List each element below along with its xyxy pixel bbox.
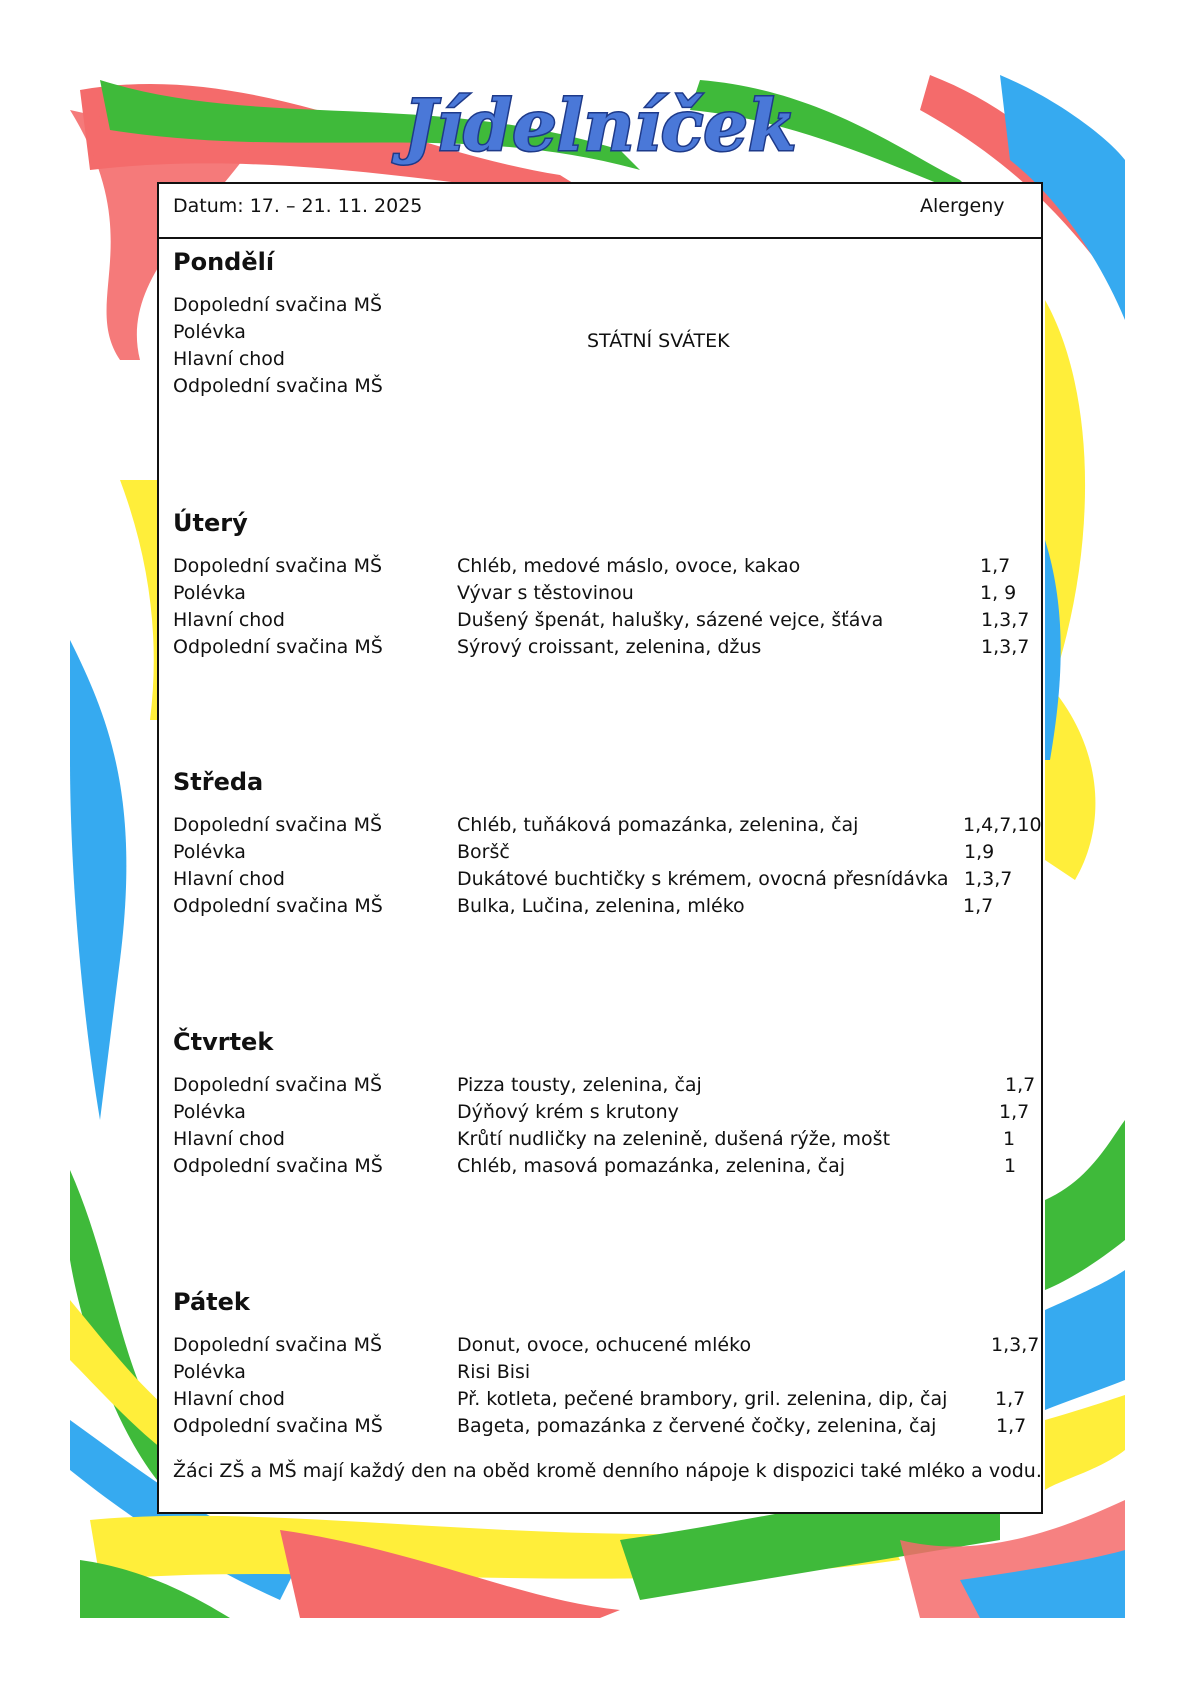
day-name: Čtvrtek	[173, 1028, 274, 1056]
day-section-wednesday	[173, 768, 1042, 1018]
dish: Chléb, masová pomazánka, zelenina, čaj	[457, 1155, 845, 1177]
allergen-codes: 1,7	[996, 1415, 1027, 1437]
meal-row	[173, 555, 1033, 582]
day-name: Pondělí	[173, 248, 275, 276]
meal-type: Odpolední svačina MŠ	[173, 375, 383, 397]
meal-type: Dopolední svačina MŠ	[173, 1074, 383, 1096]
dish: Boršč	[457, 841, 510, 863]
allergen-codes: 1,7	[999, 1101, 1030, 1123]
day-name: Pátek	[173, 1288, 250, 1316]
meal-type: Dopolední svačina MŠ	[173, 814, 383, 836]
dish: Chléb, tuňáková pomazánka, zelenina, čaj	[457, 814, 859, 836]
allergen-codes: 1,4,7,10	[963, 814, 1042, 836]
menu-title-banner	[370, 82, 830, 172]
dish: Dýňový krém s krutony	[457, 1101, 679, 1123]
day-section-thursday	[173, 1028, 1036, 1278]
day-section-friday	[173, 1288, 1040, 1538]
allergens-header: Alergeny	[920, 195, 1005, 217]
meal-type: Hlavní chod	[173, 868, 285, 890]
menu-sheet	[157, 182, 1043, 1514]
allergen-codes: 1,7	[995, 1388, 1026, 1410]
dish: Př. kotleta, pečené brambory, gril. zelenina, dip, čaj	[457, 1388, 948, 1410]
meal-type: Dopolední svačina MŠ	[173, 1334, 383, 1356]
meal-row	[173, 609, 1033, 636]
dish: Dukátové buchtičky s krémem, ovocná přesnídávka	[457, 868, 949, 890]
day-name: Středa	[173, 768, 264, 796]
dish: Pizza tousty, zelenina, čaj	[457, 1074, 702, 1096]
meal-type: Odpolední svačina MŠ	[173, 636, 383, 658]
meal-row	[173, 868, 1033, 895]
menu-title: Jídelníček	[403, 84, 797, 167]
meal-row	[173, 1388, 1033, 1415]
meal-row	[173, 636, 1033, 663]
dish: Risi Bisi	[457, 1361, 531, 1383]
meal-type: Polévka	[173, 1101, 246, 1123]
meal-row	[173, 1074, 1036, 1101]
allergen-codes: 1,7	[963, 895, 994, 917]
dish: Sýrový croissant, zelenina, džus	[457, 636, 762, 658]
allergen-codes: 1, 9	[980, 582, 1017, 604]
meal-row	[173, 1415, 1033, 1442]
meal-type: Dopolední svačina MŠ	[173, 555, 383, 577]
meal-type: Polévka	[173, 1361, 246, 1383]
allergen-codes: 1,3,7	[981, 636, 1030, 658]
allergen-codes: 1,3,7	[991, 1334, 1040, 1356]
dish: Donut, ovoce, ochucené mléko	[457, 1334, 752, 1356]
dish: Krůtí nudličky na zelenině, dušená rýže, mošt	[457, 1128, 891, 1150]
meal-type: Hlavní chod	[173, 609, 285, 631]
day-name: Úterý	[173, 509, 248, 537]
dish: Vývar s těstovinou	[457, 582, 634, 604]
day-section-tuesday	[173, 509, 1033, 759]
meal-type: Dopolední svačina MŠ	[173, 294, 383, 316]
allergen-codes: 1,7	[1005, 1074, 1036, 1096]
date-range: Datum: 17. – 21. 11. 2025	[173, 195, 423, 217]
meal-row	[173, 814, 1042, 841]
meal-type: Hlavní chod	[173, 1388, 285, 1410]
meal-type: Odpolední svačina MŠ	[173, 1155, 383, 1177]
allergen-codes: 1	[1003, 1128, 1016, 1150]
meal-type: Polévka	[173, 582, 246, 604]
meal-row	[173, 1334, 1040, 1361]
meal-type: Hlavní chod	[173, 348, 285, 370]
meal-row	[173, 1101, 1033, 1128]
dish: Bageta, pomazánka z červené čočky, zelenina, čaj	[457, 1415, 937, 1437]
meal-row	[173, 1361, 1033, 1388]
allergen-codes: 1	[1004, 1155, 1017, 1177]
meal-row	[173, 841, 1033, 868]
meal-type: Polévka	[173, 841, 246, 863]
meal-row	[173, 1155, 1033, 1182]
dish: Dušený špenát, halušky, sázené vejce, šťáva	[457, 609, 884, 631]
footnote: Žáci ZŠ a MŠ mají každý den na oběd kromě denního nápoje k dispozici také mléko a vodu.	[173, 1460, 1042, 1482]
dish: Chléb, medové máslo, ovoce, kakao	[457, 555, 801, 577]
day-section-monday	[173, 248, 1033, 498]
holiday-note: STÁTNÍ SVÁTEK	[587, 330, 730, 352]
meal-type: Odpolední svačina MŠ	[173, 895, 383, 917]
meal-row	[173, 375, 1033, 402]
meal-row	[173, 895, 1033, 922]
meal-type: Hlavní chod	[173, 1128, 285, 1150]
meal-type: Polévka	[173, 321, 246, 343]
meal-row	[173, 1128, 1033, 1155]
allergen-codes: 1,9	[964, 841, 995, 863]
header-row	[159, 184, 1041, 239]
meal-row	[173, 582, 1033, 609]
dish: Bulka, Lučina, zelenina, mléko	[457, 895, 745, 917]
meal-type: Odpolední svačina MŠ	[173, 1415, 383, 1437]
meal-row	[173, 294, 1033, 321]
allergen-codes: 1,7	[980, 555, 1011, 577]
allergen-codes: 1,3,7	[964, 868, 1013, 890]
meal-row	[173, 348, 1033, 375]
allergen-codes: 1,3,7	[981, 609, 1030, 631]
